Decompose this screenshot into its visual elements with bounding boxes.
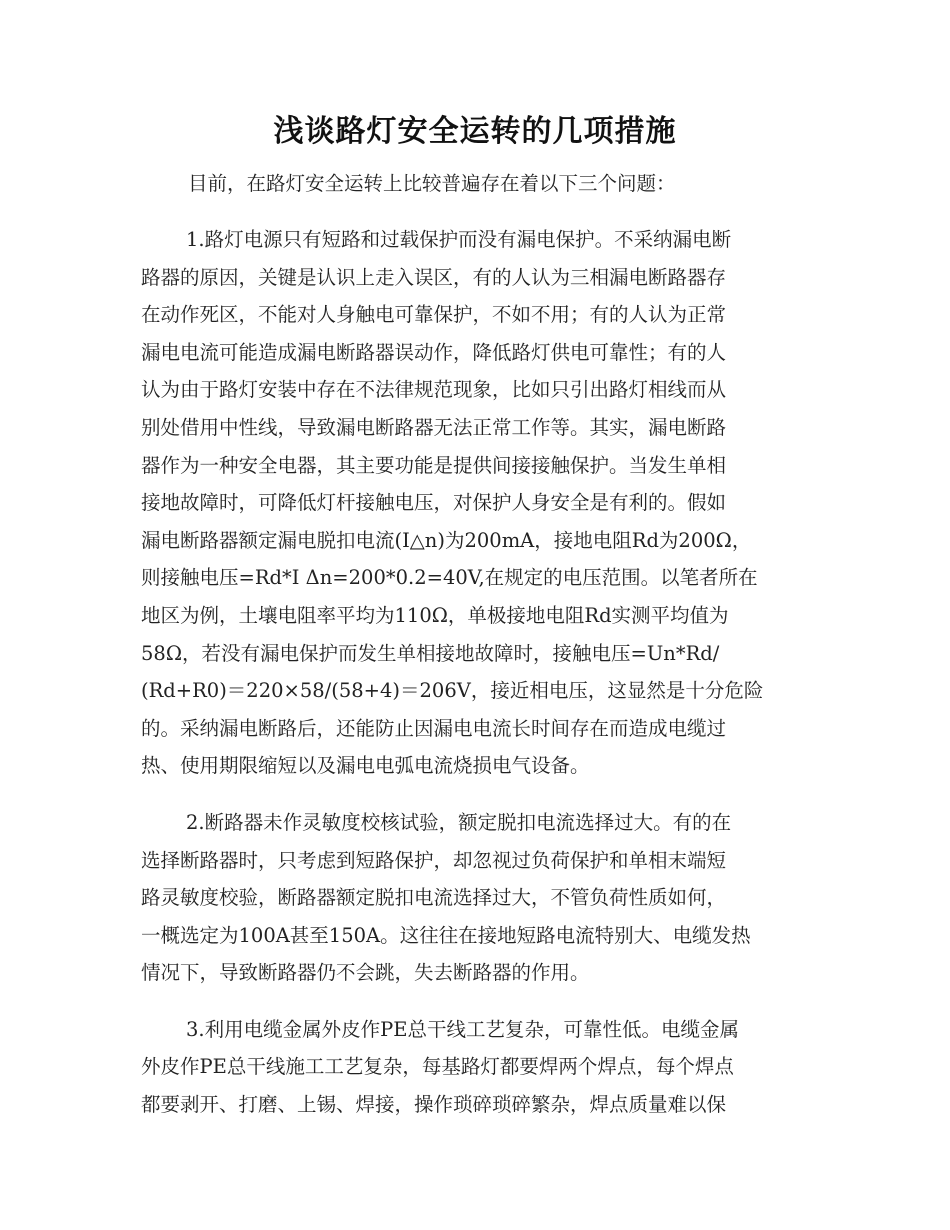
paragraph-line: 在动作死区，不能对人身触电可靠保护，不如不用；有的人认为正常 [141, 303, 727, 327]
paragraph-line: (Rd+R0)＝220×58/(58+4)＝206V，接近相电压，这显然是十分危险 [141, 679, 764, 703]
paragraph-line: 一概选定为100A甚至150A。这往往在接地短路电流特别大、电缆发热 [141, 923, 751, 947]
paragraph-line: 路灵敏度校验，断路器额定脱扣电流选择过大，不管负荷性质如何， [141, 886, 727, 910]
paragraph-line: 路器的原因，关键是认识上走入误区，有的人认为三相漏电断路器存 [141, 265, 727, 289]
paragraph-line: 地区为例，土壤电阻率平均为110Ω，单极接地电阻Rd实测平均值为 [141, 603, 729, 627]
paragraph-line: 则接触电压=Rd*I Δn=200*0.2=40V,在规定的电压范围。以笔者所在 [141, 566, 758, 590]
paragraph-line: 1.路灯电源只有短路和过载保护而没有漏电保护。不采纳漏电断 [186, 228, 732, 251]
document-title: 浅谈路灯安全运转的几项措施 [273, 114, 677, 149]
paragraph-1 [141, 221, 809, 785]
paragraph-line: 别处借用中性线，导致漏电断路器无法正常工作等。其实，漏电断路 [141, 415, 727, 439]
paragraph-line: 58Ω，若没有漏电保护而发生单相接地故障时，接触电压=Un*Rd/ [141, 641, 720, 665]
paragraph-2 [141, 804, 809, 992]
paragraph-line: 2.断路器未作灵敏度校核试验，额定脱扣电流选择过大。有的在 [186, 810, 732, 834]
paragraph-line: 选择断路器时，只考虑到短路保护，却忽视过负荷保护和单相末端短 [141, 848, 727, 872]
paragraph-line: 外皮作PE总干线施工工艺复杂，每基路灯都要焊两个焊点，每个焊点 [141, 1055, 734, 1079]
paragraph-line: 3.利用电缆金属外皮作PE总干线工艺复杂，可靠性低。电缆金属 [186, 1017, 739, 1041]
paragraph-line: 情况下，导致断路器仍不会跳，失去断路器的作用。 [141, 961, 590, 985]
paragraph-3 [141, 1011, 809, 1124]
paragraph-line: 漏电断路器额定漏电脱扣电流(I△n)为200mA，接地电阻Rd为200Ω， [141, 528, 752, 552]
paragraph-line: 接地故障时，可降低灯杆接触电压，对保护人身安全是有利的。假如 [141, 491, 727, 515]
document-body [141, 221, 809, 1143]
paragraph-line: 热、使用期限缩短以及漏电电弧电流烧损电气设备。 [141, 754, 590, 778]
paragraph-line: 认为由于路灯安装中存在不法律规范现象，比如只引出路灯相线而从 [141, 378, 727, 402]
paragraph-line: 的。采纳漏电断路后，还能防止因漏电电流长时间存在而造成电缆过 [141, 716, 727, 740]
paragraph-line: 漏电电流可能造成漏电断路器误动作，降低路灯供电可靠性；有的人 [141, 340, 727, 364]
intro-line: 目前，在路灯安全运转上比较普遍存在着以下三个问题： [188, 172, 676, 195]
paragraph-line: 都要剥开、打磨、上锡、焊接，操作琐碎琐碎繁杂，焊点质量难以保 [141, 1093, 727, 1117]
paragraph-line: 器作为一种安全电器，其主要功能是提供间接接触保护。当发生单相 [141, 453, 727, 477]
